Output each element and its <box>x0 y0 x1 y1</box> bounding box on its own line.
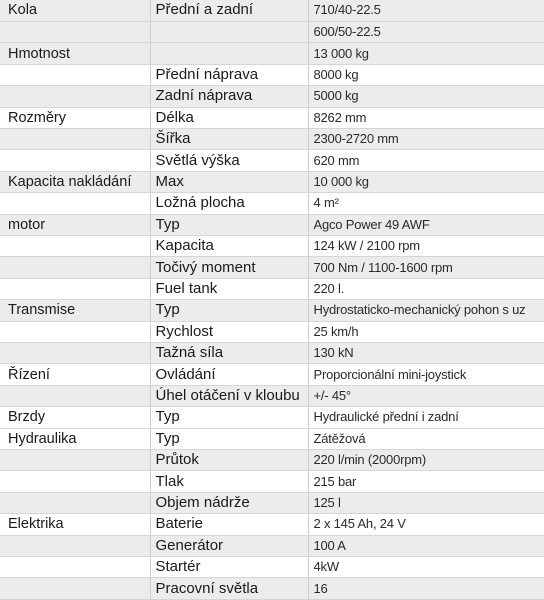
spec-value: +/- 45° <box>308 385 544 406</box>
spec-item: Tlak <box>150 471 308 492</box>
spec-row <box>0 171 544 192</box>
spec-item: Přední a zadní <box>150 0 308 21</box>
spec-item: Tažná síla <box>150 343 308 364</box>
spec-category <box>0 492 150 513</box>
spec-item: Zadní náprava <box>150 86 308 107</box>
spec-row <box>0 43 544 64</box>
spec-row <box>0 257 544 278</box>
spec-category <box>0 64 150 85</box>
spec-row <box>0 364 544 385</box>
spec-item <box>150 21 308 42</box>
spec-item: Ovládání <box>150 364 308 385</box>
spec-category <box>0 235 150 256</box>
spec-value: 8000 kg <box>308 64 544 85</box>
spec-value: 100 A <box>308 535 544 556</box>
spec-row <box>0 193 544 214</box>
spec-row <box>0 128 544 149</box>
spec-row <box>0 407 544 428</box>
spec-value: 10 000 kg <box>308 171 544 192</box>
spec-row <box>0 150 544 171</box>
spec-row <box>0 64 544 85</box>
spec-value: 2 x 145 Ah, 24 V <box>308 514 544 535</box>
spec-item: Točivý moment <box>150 257 308 278</box>
spec-item: Typ <box>150 300 308 321</box>
spec-item: Generátor <box>150 535 308 556</box>
spec-row <box>0 235 544 256</box>
spec-row <box>0 557 544 578</box>
spec-item: Startér <box>150 557 308 578</box>
spec-category <box>0 557 150 578</box>
spec-item: Kapacita <box>150 235 308 256</box>
spec-row <box>0 385 544 406</box>
spec-category <box>0 535 150 556</box>
spec-item: Typ <box>150 214 308 235</box>
spec-row <box>0 492 544 513</box>
spec-category: Hydraulika <box>0 428 150 449</box>
spec-row <box>0 86 544 107</box>
spec-value: 220 l/min (2000rpm) <box>308 450 544 471</box>
spec-row <box>0 214 544 235</box>
spec-item: Fuel tank <box>150 278 308 299</box>
spec-row <box>0 107 544 128</box>
spec-value: 620 mm <box>308 150 544 171</box>
spec-category <box>0 578 150 600</box>
spec-category: Kapacita nakládání <box>0 171 150 192</box>
spec-item: Typ <box>150 428 308 449</box>
spec-category <box>0 471 150 492</box>
spec-item: Ložná plocha <box>150 193 308 214</box>
spec-value: Hydraulické přední i zadní <box>308 407 544 428</box>
spec-row <box>0 514 544 535</box>
spec-row <box>0 300 544 321</box>
spec-category: motor <box>0 214 150 235</box>
spec-value: Hydrostaticko-mechanický pohon s uz <box>308 300 544 321</box>
spec-value: 710/40-22.5 <box>308 0 544 21</box>
spec-category: Kola <box>0 0 150 21</box>
spec-row <box>0 343 544 364</box>
spec-value: Agco Power 49 AWF <box>308 214 544 235</box>
spec-category <box>0 21 150 42</box>
spec-row <box>0 278 544 299</box>
spec-item: Objem nádrže <box>150 492 308 513</box>
spec-value: 5000 kg <box>308 86 544 107</box>
spec-value: 600/50-22.5 <box>308 21 544 42</box>
spec-value: Proporcionální mini-joystick <box>308 364 544 385</box>
spec-item: Průtok <box>150 450 308 471</box>
spec-category: Elektrika <box>0 514 150 535</box>
spec-row <box>0 428 544 449</box>
spec-row <box>0 450 544 471</box>
spec-item <box>150 43 308 64</box>
spec-item: Max <box>150 171 308 192</box>
spec-category: Rozměry <box>0 107 150 128</box>
spec-item: Pracovní světla <box>150 578 308 600</box>
spec-row <box>0 21 544 42</box>
spec-value: 25 km/h <box>308 321 544 342</box>
spec-item: Šířka <box>150 128 308 149</box>
spec-category <box>0 343 150 364</box>
spec-category: Hmotnost <box>0 43 150 64</box>
spec-value: 13 000 kg <box>308 43 544 64</box>
spec-category: Brzdy <box>0 407 150 428</box>
spec-row <box>0 578 544 600</box>
spec-item: Baterie <box>150 514 308 535</box>
spec-value: 700 Nm / 1100-1600 rpm <box>308 257 544 278</box>
spec-value: 16 <box>308 578 544 600</box>
spec-row <box>0 471 544 492</box>
spec-category <box>0 450 150 471</box>
spec-category <box>0 150 150 171</box>
spec-item: Světlá výška <box>150 150 308 171</box>
spec-value: 215 bar <box>308 471 544 492</box>
spec-value: 8262 mm <box>308 107 544 128</box>
spec-value: 220 l. <box>308 278 544 299</box>
spec-value: 2300-2720 mm <box>308 128 544 149</box>
spec-category: Řízení <box>0 364 150 385</box>
spec-item: Úhel otáčení v kloubu <box>150 385 308 406</box>
spec-value: 4 m² <box>308 193 544 214</box>
spec-category <box>0 278 150 299</box>
spec-row <box>0 321 544 342</box>
spec-category <box>0 193 150 214</box>
spec-category <box>0 128 150 149</box>
spec-item: Typ <box>150 407 308 428</box>
spec-category <box>0 257 150 278</box>
spec-row <box>0 535 544 556</box>
spec-value: Zátěžová <box>308 428 544 449</box>
spec-item: Rychlost <box>150 321 308 342</box>
spec-value: 125 l <box>308 492 544 513</box>
spec-value: 130 kN <box>308 343 544 364</box>
spec-item: Délka <box>150 107 308 128</box>
spec-item: Přední náprava <box>150 64 308 85</box>
spec-category <box>0 385 150 406</box>
spec-value: 4kW <box>308 557 544 578</box>
spec-category <box>0 321 150 342</box>
spec-category <box>0 86 150 107</box>
spec-value: 124 kW / 2100 rpm <box>308 235 544 256</box>
spec-row <box>0 0 544 21</box>
spec-category: Transmise <box>0 300 150 321</box>
